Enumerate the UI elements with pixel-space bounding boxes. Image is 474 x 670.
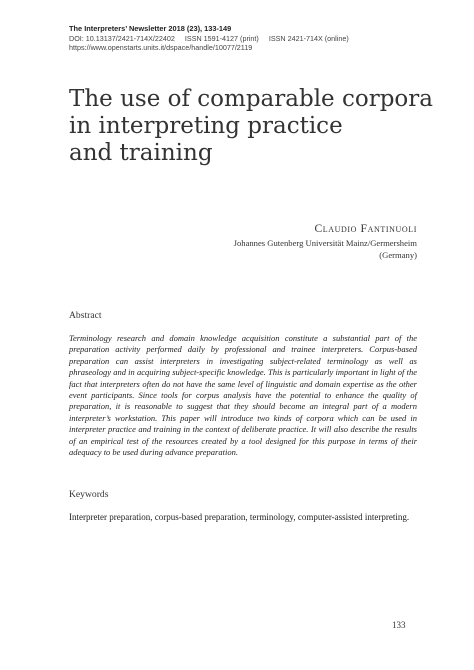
title-line-2: in interpreting practice [69, 113, 343, 139]
handle-url: https://www.openstarts.units.it/dspace/handle/10077/2119 [69, 43, 253, 53]
abstract-heading: Abstract [69, 310, 102, 321]
journal-citation: The Interpreters’ Newsletter 2018 (23), 133-149 [69, 24, 232, 33]
paper-title [69, 86, 449, 167]
affiliation-line-2: (Germany) [379, 250, 417, 260]
title-line-3: and training [69, 140, 213, 166]
affiliation-line-1: Johannes Gutenberg Universität Mainz/Germersheim [233, 238, 417, 248]
keywords-heading: Keywords [69, 489, 109, 500]
abstract-body: Terminology research and domain knowledge acquisition constitute a substantial part of the preparation activity performed daily by professional and trainee interpreters. Corpus-based preparation can assist interpreters in investigating subject-related terminology as well as phraseology and in acquiring subject-specific knowledge. This is particularly important in light of the fact that interpreters often do not have the same level of linguistic and domain expertise as the other event participants. Since tools for corpus analysis have the potential to enhance the quality of preparation, it is reasonable to suggest that they should become an integral part of a modern interpreter’s workstation. This paper will introduce two kinds of corpora which can be used in interpreter practice and training in the context of deliberate practice. It will also describe the results of an empirical test of the resources created by a tool designed for this purpose in terms of their adequacy to be used during advance preparation. [69, 333, 417, 458]
keywords-body: Interpreter preparation, corpus-based preparation, terminology, computer-assisted interpreting. [69, 512, 410, 522]
author-block [97, 222, 417, 261]
doi: DOI: 10.13137/2421-714X/22402 [69, 33, 175, 43]
identifier-line [69, 34, 449, 44]
title-line-1: The use of comparable corpora [69, 86, 433, 112]
author-affiliation [97, 237, 417, 261]
page-number: 133 [392, 620, 406, 630]
journal-header [69, 24, 449, 53]
issn-print: ISSN 1591-4127 (print) [184, 33, 259, 43]
issn-online: ISSN 2421-714X (online) [268, 33, 349, 43]
author-name: Claudio Fantinuoli [314, 222, 417, 235]
